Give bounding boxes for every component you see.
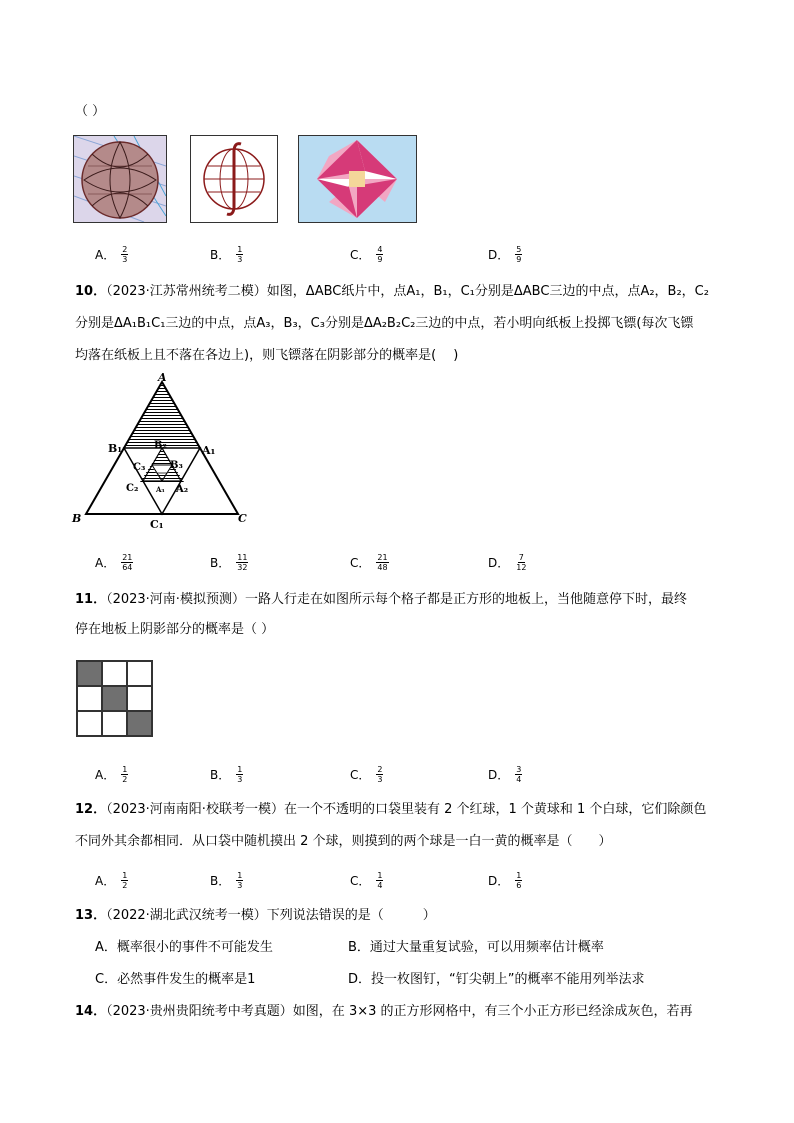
label-a2: A₂ (176, 484, 189, 495)
q12-option-a[interactable] (95, 871, 128, 890)
q12-option-d-label: D． (488, 873, 510, 888)
q14-line-1 (75, 1002, 693, 1022)
label-b3: B₃ (170, 460, 183, 471)
q12-option-b[interactable] (210, 871, 243, 890)
q11-option-b-fraction: $\frac{1}{3}$ (237, 765, 243, 784)
q10-option-c-label: C． (350, 555, 371, 570)
q10-option-a-label: A． (95, 555, 116, 570)
q12-line-1 (75, 800, 706, 820)
q10-option-b[interactable] (210, 553, 248, 572)
q9-option-c[interactable] (350, 245, 383, 264)
q14-number: 14． (75, 1004, 107, 1019)
q11-option-b[interactable] (210, 765, 243, 784)
q9-figure-2 (190, 135, 278, 223)
q9-option-b-label: B． (210, 247, 231, 262)
q9-option-c-label: C． (350, 247, 371, 262)
q13-text-1: （2022·湖北武汉统考一模）下列说法错误的是（ ） (106, 908, 436, 923)
q9-option-d-label: D． (488, 247, 510, 262)
q10-option-d-fraction: $\frac{7}{12}$ (516, 553, 527, 572)
q11-option-c-fraction: $\frac{2}{3}$ (377, 765, 383, 784)
q10-option-c[interactable] (350, 553, 389, 572)
q13-option-a[interactable]: A．概率很小的事件不可能发生 (95, 940, 273, 955)
q9-option-d-fraction: $\frac{5}{9}$ (516, 245, 522, 264)
grid-cell-shaded (77, 661, 102, 686)
q12-option-c-label: C． (350, 873, 371, 888)
label-b2: B₂ (154, 440, 167, 451)
q10-option-b-fraction: $\frac{11}{32}$ (237, 553, 248, 572)
q10-triangle-figure (70, 372, 260, 534)
q10-option-b-label: B． (210, 555, 231, 570)
q11-text-1: （2023·河南·模拟预测）一路人行走在如图所示每个格子都是正方形的地板上，当他随意停下时，最终 (106, 592, 687, 607)
q12-text-1: （2023·河南南阳·校联考一模）在一个不透明的口袋里装有 2 个红球，1 个黄球和 1 个白球，它们除颜色 (106, 802, 707, 817)
grid-cell (77, 686, 102, 711)
q13-number: 13． (75, 908, 107, 923)
label-b: B (72, 512, 82, 525)
q13-option-c[interactable]: C．必然事件发生的概率是1 (95, 972, 256, 987)
q12-number: 12． (75, 802, 107, 817)
grid-cell (77, 711, 102, 736)
q11-option-d-fraction: $\frac{3}{4}$ (516, 765, 522, 784)
q13-line-1 (75, 906, 436, 926)
q12-option-b-label: B． (210, 873, 231, 888)
q10-line-2: 分别是ΔA₁B₁C₁三边的中点，点A₃，B₃，C₃分别是ΔA₂B₂C₂三边的中点，若小明向纸板上投掷飞镖(每次飞镖 (75, 316, 694, 331)
q9-option-a-fraction: $\frac{2}{3}$ (122, 245, 128, 264)
q9-option-b[interactable] (210, 245, 243, 264)
q14-text-1: （2023·贵州贵阳统考中考真题）如图，在 3×3 的正方形网格中，有三个小正方形已经涂成灰色，若再 (106, 1004, 693, 1019)
q10-option-a-fraction: $\frac{21}{64}$ (122, 553, 133, 572)
q11-line-1 (75, 590, 687, 610)
q11-option-d-label: D． (488, 767, 510, 782)
q11-option-a[interactable] (95, 765, 128, 784)
grid-cell (127, 661, 152, 686)
q10-option-d-label: D． (488, 555, 510, 570)
q10-text-1: （2023·江苏常州统考二模）如图，ΔABC纸片中，点A₁，B₁，C₁分别是ΔABC三边的中点，点A₂，B₂，C₂ (106, 284, 709, 299)
q11-line-2: 停在地板上阴影部分的概率是（ ） (75, 622, 275, 637)
q9-figure-3 (298, 135, 417, 223)
q12-option-d-fraction: $\frac{1}{6}$ (516, 871, 522, 890)
q12-option-b-fraction: $\frac{1}{3}$ (237, 871, 243, 890)
q12-option-a-fraction: $\frac{1}{2}$ (122, 871, 128, 890)
q9-option-c-fraction: $\frac{4}{9}$ (377, 245, 383, 264)
q12-option-c-fraction: $\frac{1}{4}$ (377, 871, 383, 890)
label-a: A (158, 372, 167, 384)
q11-option-a-fraction: $\frac{1}{2}$ (122, 765, 128, 784)
grid-cell-shaded (127, 711, 152, 736)
q10-line-1 (75, 282, 709, 302)
q9-option-d[interactable] (488, 245, 522, 264)
label-a3: A₃ (156, 485, 165, 494)
q11-option-c[interactable] (350, 765, 383, 784)
label-c2: C₂ (126, 483, 139, 494)
q11-number: 11． (75, 592, 107, 607)
q13-option-d[interactable]: D．投一枚图钉，“钉尖朝上”的概率不能用列举法求 (348, 972, 645, 987)
q9-answer-paren: （ ） (75, 104, 106, 119)
grid-cell-shaded (102, 686, 127, 711)
q10-option-a[interactable] (95, 553, 133, 572)
q11-option-c-label: C． (350, 767, 371, 782)
grid-cell (127, 686, 152, 711)
q10-number: 10． (75, 284, 107, 299)
q9-figure-1 (73, 135, 167, 223)
q9-option-a[interactable] (95, 245, 128, 264)
label-c1: C₁ (150, 518, 164, 531)
grid-cell (102, 661, 127, 686)
q10-option-c-fraction: $\frac{21}{48}$ (377, 553, 388, 572)
label-a1: A₁ (202, 444, 216, 457)
q12-option-d[interactable] (488, 871, 522, 890)
q13-option-b[interactable]: B．通过大量重复试验，可以用频率估计概率 (348, 940, 604, 955)
q11-option-b-label: B． (210, 767, 231, 782)
q12-line-2: 不同外其余都相同．从口袋中随机摸出 2 个球，则摸到的两个球是一白一黄的概率是（ ） (75, 834, 612, 849)
q11-option-a-label: A． (95, 767, 116, 782)
label-c: C (238, 512, 247, 525)
q11-option-d[interactable] (488, 765, 522, 784)
label-c3: C₃ (133, 462, 146, 473)
q9-option-b-fraction: $\frac{1}{3}$ (237, 245, 243, 264)
q11-floor-grid (76, 660, 153, 737)
q10-option-d[interactable] (488, 553, 527, 572)
q12-option-c[interactable] (350, 871, 383, 890)
q9-option-a-label: A． (95, 247, 116, 262)
q10-line-3: 均落在纸板上且不落在各边上)，则飞镖落在阴影部分的概率是( ) (75, 348, 459, 363)
q12-option-a-label: A． (95, 873, 116, 888)
label-b1: B₁ (108, 442, 123, 455)
grid-cell (102, 711, 127, 736)
